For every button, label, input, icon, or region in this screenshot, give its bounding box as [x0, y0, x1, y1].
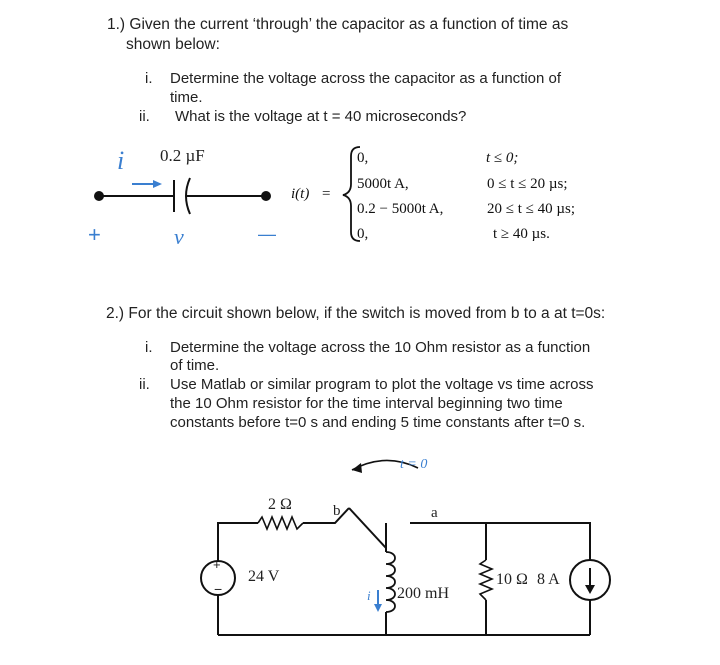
- q1-item2-line1: What is the voltage at t = 40 microseconds?: [175, 108, 467, 125]
- inductor-current-arrow-head: [374, 604, 382, 612]
- right-terminal-dot: [261, 191, 271, 201]
- capacitance-label: 0.2 µF: [160, 146, 205, 165]
- case4-value: 0,: [357, 226, 369, 242]
- case2-value: 5000t A,: [357, 176, 409, 192]
- resistor1-label: 2 Ω: [268, 496, 292, 513]
- voltage-symbol: v: [174, 224, 184, 249]
- plus-sign: +: [88, 222, 101, 247]
- q2-item1-line2: of time.: [170, 357, 220, 374]
- q2-item1-line1: Determine the voltage across the 10 Ohm resistor as a function: [170, 339, 591, 356]
- case3-condition: 20 ≤ t ≤ 40 µs;: [487, 201, 576, 217]
- q1-line1: 1.) Given the current ‘through’ the capacitor as a function of time as: [107, 16, 569, 33]
- a-to-right-wire: [410, 523, 590, 560]
- q1-item2-number: ii.: [139, 108, 150, 125]
- current-arrow-head: [153, 180, 162, 188]
- source-voltage-label: 24 V: [248, 568, 280, 585]
- case1-condition: t ≤ 0;: [486, 150, 519, 166]
- current-symbol: i: [117, 146, 125, 175]
- current-source-label: 8 A: [537, 571, 560, 588]
- resistor-2ohm: [258, 517, 303, 529]
- case4-condition: t ≥ 40 µs.: [493, 226, 550, 242]
- inductor-coil: [386, 552, 395, 612]
- terminal-b-label: b: [333, 503, 341, 519]
- inductor-current-label: i: [367, 588, 371, 603]
- switch-blade: [349, 508, 386, 548]
- q2-item2-number: ii.: [139, 376, 150, 393]
- minus-sign: —: [258, 224, 276, 244]
- q1-line2: shown below:: [126, 36, 220, 53]
- inductor-label: 200 mH: [397, 585, 449, 602]
- q2-item2-line2: the 10 Ohm resistor for the time interval beginning two time: [170, 395, 563, 412]
- terminal-a-label: a: [431, 505, 438, 521]
- case3-value: 0.2 − 5000t A,: [357, 201, 444, 217]
- source-plus-label: +: [213, 557, 221, 572]
- q2-item1-number: i.: [145, 339, 153, 356]
- r1-to-b-wire: [303, 508, 349, 523]
- switch-time-label: t = 0: [400, 457, 428, 472]
- q1-item1-line2: time.: [170, 89, 203, 106]
- q1-item1-number: i.: [145, 70, 153, 87]
- source-minus-label: −: [214, 581, 223, 597]
- q2-line1: 2.) For the circuit shown below, if the switch is moved from b to a at t=0s:: [106, 305, 606, 322]
- case2-condition: 0 ≤ t ≤ 20 µs;: [487, 176, 568, 192]
- resistor2-label: 10 Ω: [496, 571, 528, 588]
- function-label: i(t): [291, 186, 310, 202]
- equals-sign: =: [322, 186, 331, 202]
- case1-value: 0,: [357, 150, 369, 166]
- q2-item2-line3: constants before t=0 s and ending 5 time constants after t=0 s.: [170, 414, 586, 431]
- resistor-10ohm: [480, 560, 492, 600]
- q2-item2-line1: Use Matlab or similar program to plot the voltage vs time across: [170, 376, 594, 393]
- q1-item1-line1: Determine the voltage across the capacitor as a function of: [170, 70, 562, 87]
- switch-arc-head: [352, 463, 362, 473]
